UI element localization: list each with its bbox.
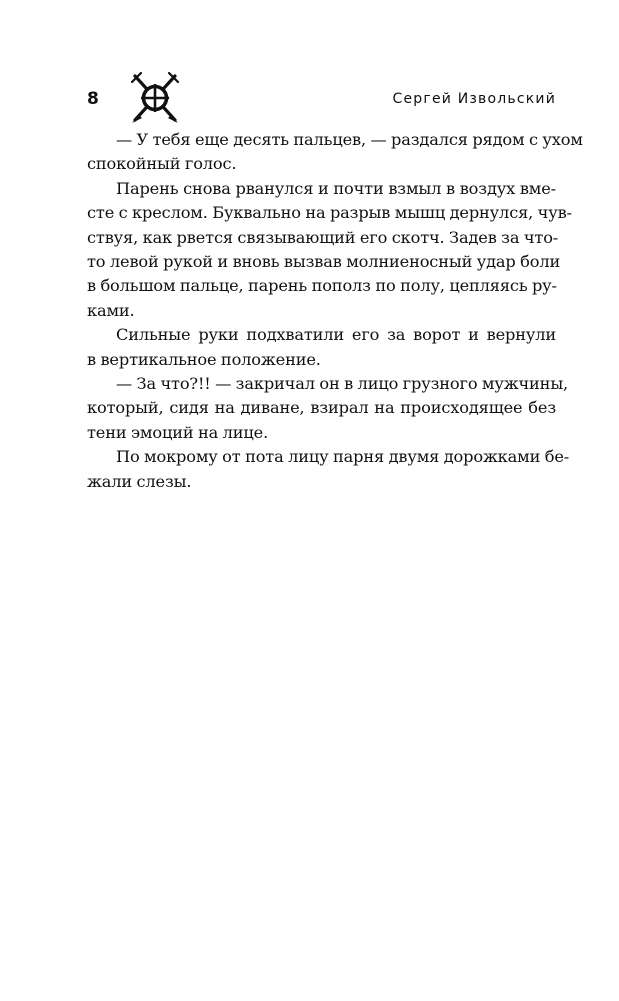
running-head-author: Сергей Извольский: [392, 91, 556, 107]
text-line: который, сидя на диване, взирал на происходящее без: [87, 398, 556, 418]
paragraph: [87, 323, 556, 372]
text-line: — За что?!! — закричал он в лицо грузного мужчины,: [116, 374, 569, 394]
paragraph: [87, 445, 570, 494]
text-line: спокойный голос.: [87, 154, 237, 174]
text-line: ствуя, как рвется связывающий его скотч. Задев за что-: [87, 227, 559, 247]
text-line: в вертикальное положение.: [87, 349, 321, 369]
text-line: Сильные руки подхватили его за ворот и вернули: [116, 325, 556, 345]
text-line: жали слезы.: [87, 471, 192, 491]
paragraph: [87, 177, 572, 323]
text-line: сте с креслом. Буквально на разрыв мышц дернулся, чув-: [87, 203, 572, 223]
body-text: [87, 128, 583, 494]
text-line: тени эмоций на лице.: [87, 422, 269, 442]
text-line: то левой рукой и вновь вызвав молниеносный удар боли: [87, 252, 561, 272]
paragraph: [87, 128, 583, 177]
page-header: [87, 70, 556, 126]
text-line: По мокрому от пота лицу парня двумя дорожками бе-: [116, 447, 570, 467]
text-line: — У тебя еще десять пальцев, — раздался рядом с ухом: [116, 130, 583, 149]
text-line: Парень снова рванулся и почти взмыл в воздух вме-: [116, 178, 556, 198]
paragraph: [87, 372, 569, 445]
crossed-swords-target-icon: [129, 70, 181, 126]
text-line: ками.: [87, 300, 135, 320]
page-number: 8: [87, 89, 99, 109]
text-line: в большом пальце, парень пополз по полу, цепляясь ру-: [87, 276, 557, 296]
